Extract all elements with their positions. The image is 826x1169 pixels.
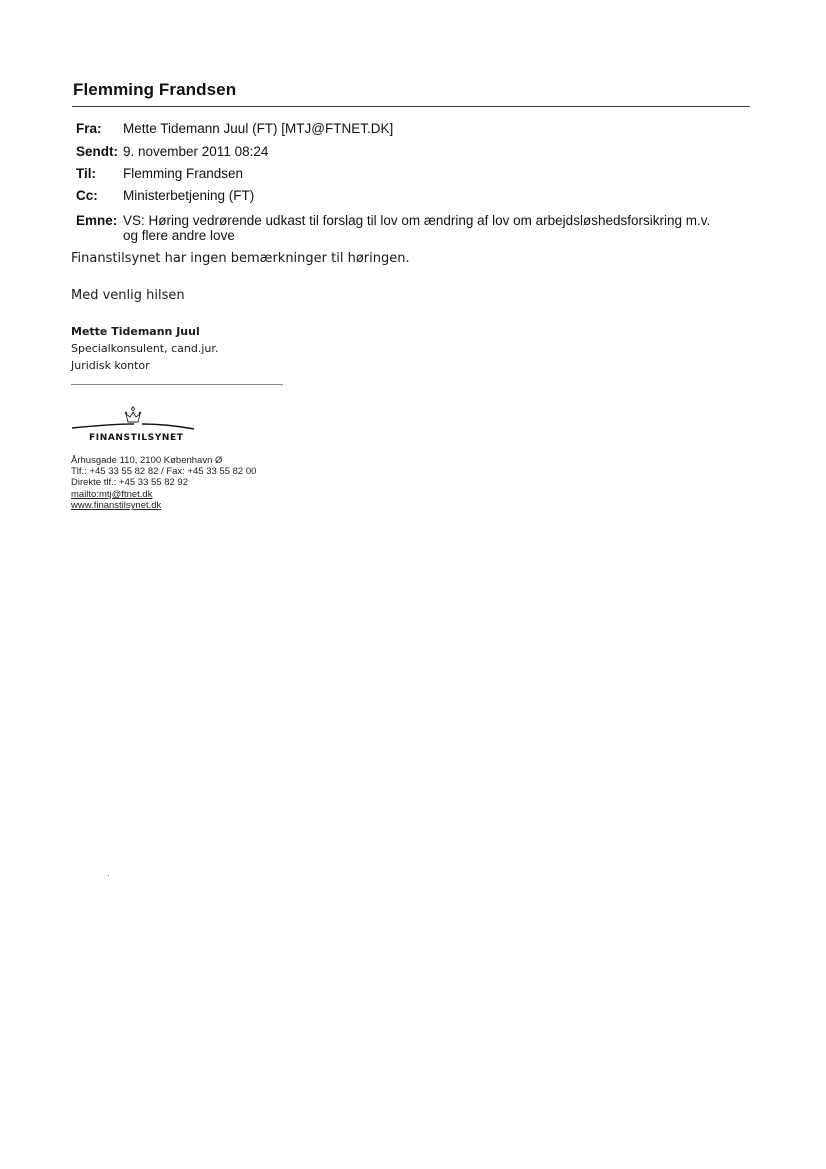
cc-label: Cc: [76,188,98,203]
from-label: Fra: [76,121,102,136]
to-value: Flemming Frandsen [123,166,244,181]
sent-value: 9. november 2011 08:24 [123,144,269,159]
cc-value: Ministerbetjening (FT) [123,188,255,203]
subject-label: Emne: [76,213,118,228]
sent-label: Sendt: [76,144,118,159]
website-link[interactable]: www.finanstilsynet.dk [71,500,162,511]
signature-department: Juridisk kontor [71,359,150,372]
contact-address: Århusgade 110, 2100 København Ø [71,455,223,466]
logo-wordmark: FINANSTILSYNET [89,433,184,443]
email-link[interactable]: mailto:mtj@ftnet.dk [71,489,153,500]
to-label: Til: [76,166,96,181]
scan-speck [108,875,109,876]
title-divider [72,106,750,107]
contact-phone-fax: Tlf.: +45 33 55 82 82 / Fax: +45 33 55 82 00 [71,466,257,477]
subject-line-1: VS: Høring vedrørende udkast til forslag til lov om ændring af lov om arbejdsløshedsforsikring m.v. [123,213,711,228]
signature-title: Specialkonsulent, cand.jur. [71,342,219,355]
page-title: Flemming Frandsen [73,80,237,99]
subject-line-2: og flere andre love [123,228,235,243]
greeting-text: Med venlig hilsen [71,288,185,303]
contact-direct-phone: Direkte tlf.: +45 33 55 82 92 [71,477,188,488]
from-value: Mette Tidemann Juul (FT) [MTJ@FTNET.DK] [123,121,394,136]
signature-name: Mette Tidemann Juul [71,325,200,338]
svg-text:· · ·: · · · [128,426,133,430]
message-text: Finanstilsynet har ingen bemærkninger til høringen. [71,251,410,266]
signature-divider [71,384,283,385]
